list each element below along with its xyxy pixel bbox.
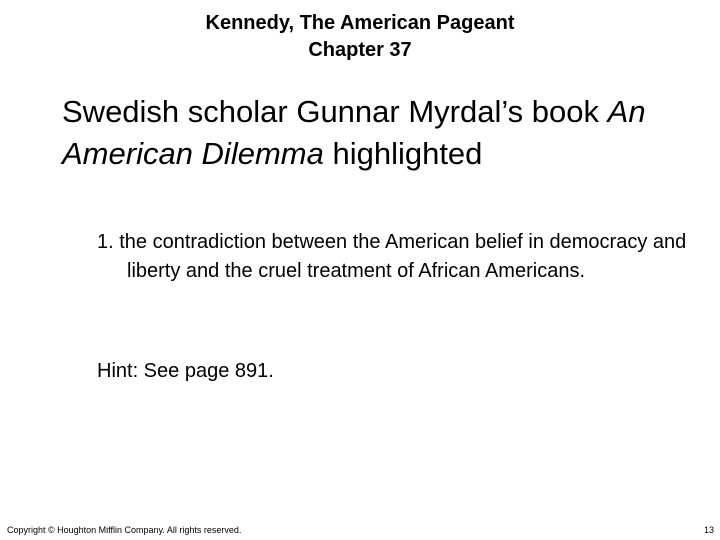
copyright-notice: Copyright © Houghton Mifflin Company. All rights reserved. [7,525,242,535]
header-chapter: Chapter 37 [308,39,412,61]
question-part-2: highlighted [323,136,483,171]
slide-header [0,10,720,64]
hint-text: Hint: See page 891. [97,360,274,382]
question-part-1: Swedish scholar Gunnar Myrdal’s book [62,94,608,129]
header-title: Kennedy, The American Pageant [205,12,515,34]
book-title: An American Dilemma [62,94,646,171]
answer-text: 1. the contradiction between the American belief in democracy and liberty and the cruel treatment of African Americans. [97,231,687,282]
page-number: 13 [703,525,714,535]
question-text [62,91,662,175]
